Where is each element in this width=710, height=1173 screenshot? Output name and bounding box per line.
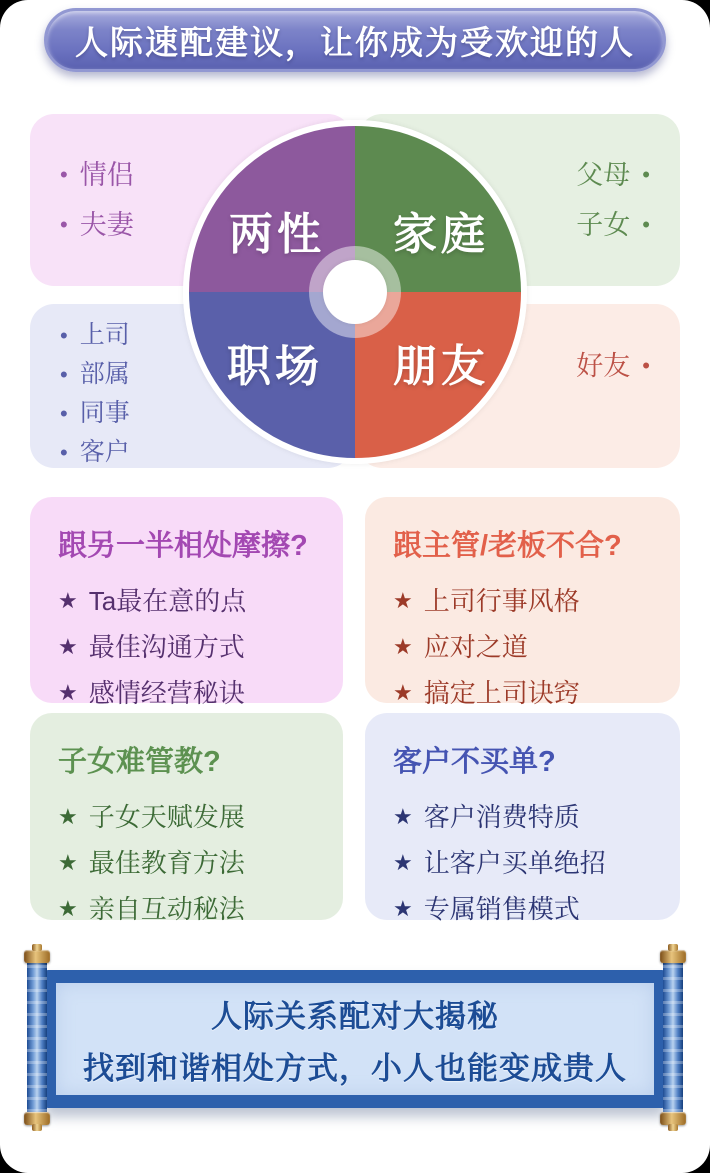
list-item [393, 794, 652, 840]
list-item [393, 840, 652, 886]
card-title: 客户不买单? [393, 746, 556, 778]
card-title: 子女难管教? [58, 746, 221, 778]
card-customer-sales [365, 713, 680, 924]
bullet-icon: • [60, 400, 68, 426]
workplace-item-label: 客户 [79, 438, 130, 466]
bullet-icon: • [642, 212, 650, 237]
bullet-icon: • [60, 322, 68, 348]
star-icon: ★ [58, 804, 78, 829]
header-banner [44, 8, 666, 72]
wheel-segment-label-romance: 两性 [229, 210, 325, 259]
card-list [58, 794, 315, 932]
star-icon: ★ [58, 588, 78, 613]
card-item-label: 子女天赋发展 [88, 802, 245, 832]
list-item [393, 886, 652, 932]
scroll-text [45, 970, 665, 1108]
bullet-icon: • [60, 439, 68, 465]
star-icon: ★ [393, 850, 413, 875]
scroll-cap-icon [24, 1112, 50, 1125]
wheel-segment-label-friends: 朋友 [393, 342, 489, 391]
bullet-icon: • [60, 212, 68, 237]
wheel-center-hub [323, 260, 387, 324]
card-item-label: 客户消费特质 [423, 802, 580, 832]
star-icon: ★ [393, 804, 413, 829]
page-title: 人际速配建议，让你成为受欢迎的人 [75, 25, 635, 62]
card-item-label: 上司行事风格 [423, 586, 580, 616]
workplace-item-label: 部属 [79, 360, 130, 388]
bullet-icon: • [642, 353, 650, 378]
card-item-label: 亲自互动秘法 [88, 894, 245, 924]
star-icon: ★ [58, 680, 78, 705]
card-list [393, 794, 652, 932]
card-partner-friction [30, 497, 343, 708]
card-item-label: 专属销售模式 [423, 894, 580, 924]
star-icon: ★ [393, 588, 413, 613]
list-item [58, 624, 315, 670]
card-boss-conflict [365, 497, 680, 708]
card-item-label: 感情经营秘诀 [88, 678, 245, 708]
wheel-segment-label-workplace: 职场 [227, 342, 323, 391]
list-item [393, 578, 652, 624]
list-item [393, 670, 652, 716]
scroll-cap-icon [660, 950, 686, 963]
star-icon: ★ [58, 850, 78, 875]
wheel-segment-label-family: 家庭 [393, 210, 489, 259]
star-icon: ★ [393, 634, 413, 659]
list-item [58, 840, 315, 886]
list-item [58, 794, 315, 840]
card-item-label: 让客户买单绝招 [423, 848, 606, 878]
scroll-line-1: 人际关系配对大揭秘 [211, 998, 499, 1034]
romance-item-label: 情侣 [79, 160, 134, 190]
card-title: 跟主管/老板不合? [393, 530, 622, 562]
star-icon: ★ [58, 896, 78, 921]
bullet-icon: • [60, 162, 68, 187]
scroll-rod-right [663, 963, 683, 1112]
workplace-item-label: 上司 [79, 321, 130, 349]
card-item-label: 最佳教育方法 [88, 848, 245, 878]
family-item-label: 子女 [576, 210, 631, 240]
card-item-label: 应对之道 [423, 632, 528, 662]
card-list [393, 578, 652, 716]
scroll-rod-left [27, 963, 47, 1112]
bullet-icon: • [60, 361, 68, 387]
card-title: 跟另一半相处摩擦? [58, 530, 308, 562]
list-item [58, 578, 315, 624]
card-list [58, 578, 315, 716]
star-icon: ★ [58, 634, 78, 659]
scroll-line-2: 找到和谐相处方式，小人也能变成贵人 [83, 1050, 627, 1086]
family-item-label: 父母 [576, 160, 631, 190]
scroll-cap-icon [660, 1112, 686, 1125]
relationship-wheel-chart [183, 120, 527, 464]
bullet-icon: • [642, 162, 650, 187]
workplace-item-label: 同事 [79, 399, 130, 427]
list-item [58, 886, 315, 932]
list-item [58, 670, 315, 716]
card-item-label: 最佳沟通方式 [88, 632, 245, 662]
list-item [393, 624, 652, 670]
scroll-banner [0, 950, 710, 1145]
star-icon: ★ [393, 680, 413, 705]
friends-item-label: 好友 [576, 351, 631, 381]
scroll-cap-icon [24, 950, 50, 963]
card-item-label: 搞定上司诀窍 [423, 678, 580, 708]
card-item-label: Ta最在意的点 [88, 586, 247, 616]
card-children-discipline [30, 713, 343, 924]
star-icon: ★ [393, 896, 413, 921]
romance-item-label: 夫妻 [79, 210, 134, 240]
scroll-band [45, 970, 665, 1108]
